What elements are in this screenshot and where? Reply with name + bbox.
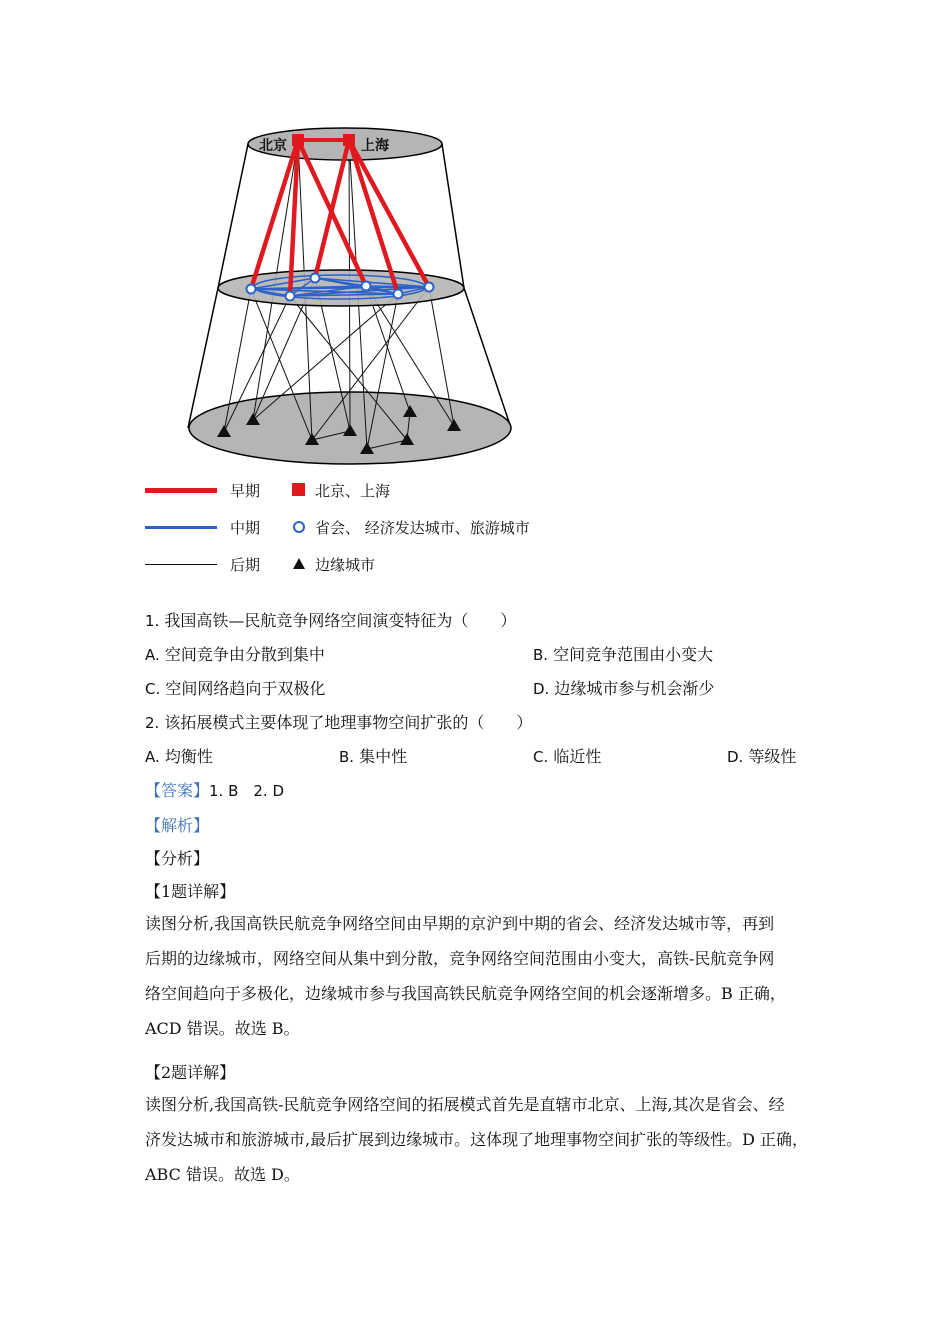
blue-circle-icon [292, 520, 306, 534]
legend-middle [145, 515, 665, 543]
black-line-icon [145, 564, 217, 565]
shanghai-label: 上海 [361, 138, 389, 154]
answer-value: 1. B 2. D [209, 782, 285, 800]
q2-option-d-key: D. [727, 748, 744, 766]
q1-option-a-key: A. [145, 646, 160, 664]
legend-period-late: 后期 [230, 556, 261, 574]
q2-option-a-key: A. [145, 748, 160, 766]
city-circle-icon [394, 290, 403, 299]
city-circle-icon [286, 292, 295, 301]
question-1 [145, 608, 516, 631]
detail-1-label: 【1题详解】 [145, 882, 236, 901]
detail-2-line-1: 读图分析,我国高铁-民航竞争网络空间的拓展模式首先是直辖市北京、上海,其次是省会、经 [145, 1095, 785, 1114]
question-1-stem: 我国高铁—民航竞争网络空间演变特征为（ ） [164, 611, 517, 630]
question-1-number: 1. [145, 612, 160, 630]
q2-option-c-key: C. [533, 748, 549, 766]
beijing-label: 北京 [259, 138, 287, 154]
shanghai-square-icon [343, 134, 355, 146]
q1-option-a[interactable] [145, 642, 325, 665]
legend-period-early: 早期 [230, 482, 261, 500]
beijing-square-icon [292, 134, 304, 146]
q2-option-b-text: 集中性 [359, 747, 408, 766]
q2-option-c-text: 临近性 [553, 747, 602, 766]
detail-1-line-1: 读图分析,我国高铁民航竞争网络空间由早期的京沪到中期的省会、经济发达城市等，再到 [145, 914, 775, 933]
q2-option-b[interactable] [339, 744, 407, 767]
q2-option-a[interactable] [145, 744, 213, 767]
q2-option-c[interactable] [533, 744, 601, 767]
detail-1-line-4: ACD 错误。故选 B。 [145, 1019, 300, 1038]
black-triangle-icon [292, 557, 306, 571]
q1-option-d-key: D. [533, 680, 550, 698]
question-2-number: 2. [145, 714, 160, 732]
legend-late [145, 552, 665, 580]
q2-option-d-text: 等级性 [748, 747, 797, 766]
network-cone-diagram [140, 120, 660, 470]
answer-line [145, 778, 284, 801]
detail-2-body [145, 1087, 825, 1192]
city-circle-icon [311, 274, 320, 283]
q1-option-b[interactable] [533, 642, 713, 665]
detail-1-line-3: 络空间趋向于多极化，边缘城市参与我国高铁民航竞争网络空间的机会逐渐增多。B 正确， [145, 984, 786, 1003]
city-circle-icon [362, 282, 371, 291]
analysis-label: 【解析】 [145, 816, 210, 835]
legend-desc-middle: 省会、 经济发达城市、旅游城市 [315, 519, 530, 537]
legend-desc-early: 北京、上海 [315, 482, 391, 500]
detail-1-line-2: 后期的边缘城市，网络空间从集中到分散，竞争网络空间范围由小变大，高铁-民航竞争网 [145, 949, 775, 968]
q1-option-b-key: B. [533, 646, 549, 664]
question-2-stem: 该拓展模式主要体现了地理事物空间扩张的（ ） [164, 713, 533, 732]
detail-2-label: 【2题详解】 [145, 1063, 236, 1082]
q1-option-c-text: 空间网络趋向于双极化 [165, 679, 326, 698]
q2-option-b-key: B. [339, 748, 355, 766]
detail-1-body [145, 906, 825, 1046]
q2-option-d[interactable] [727, 744, 796, 767]
q1-option-d-text: 边缘城市参与机会渐少 [554, 679, 715, 698]
q1-option-a-text: 空间竞争由分散到集中 [164, 645, 325, 664]
q1-option-b-text: 空间竞争范围由小变大 [553, 645, 714, 664]
legend-early [145, 478, 665, 506]
legend-desc-late: 边缘城市 [315, 556, 376, 574]
q1-option-d[interactable] [533, 676, 714, 699]
question-2 [145, 710, 532, 733]
red-square-icon [292, 483, 305, 496]
city-circle-icon [247, 285, 256, 294]
q2-option-a-text: 均衡性 [164, 747, 213, 766]
q1-option-c[interactable] [145, 676, 325, 699]
early-link-line [315, 140, 349, 278]
city-circle-icon [425, 283, 434, 292]
blue-line-icon [145, 526, 217, 529]
legend-period-middle: 中期 [230, 519, 261, 537]
q1-option-c-key: C. [145, 680, 161, 698]
detail-2-line-2: 济发达城市和旅游城市,最后扩展到边缘城市。这体现了地理事物空间扩张的等级性。D 正确， [145, 1130, 809, 1149]
fenxi-label: 【分析】 [145, 849, 210, 868]
red-line-icon [145, 488, 217, 493]
detail-2-line-3: ABC 错误。故选 D。 [145, 1165, 300, 1184]
answer-label: 【答案】 [145, 781, 210, 800]
